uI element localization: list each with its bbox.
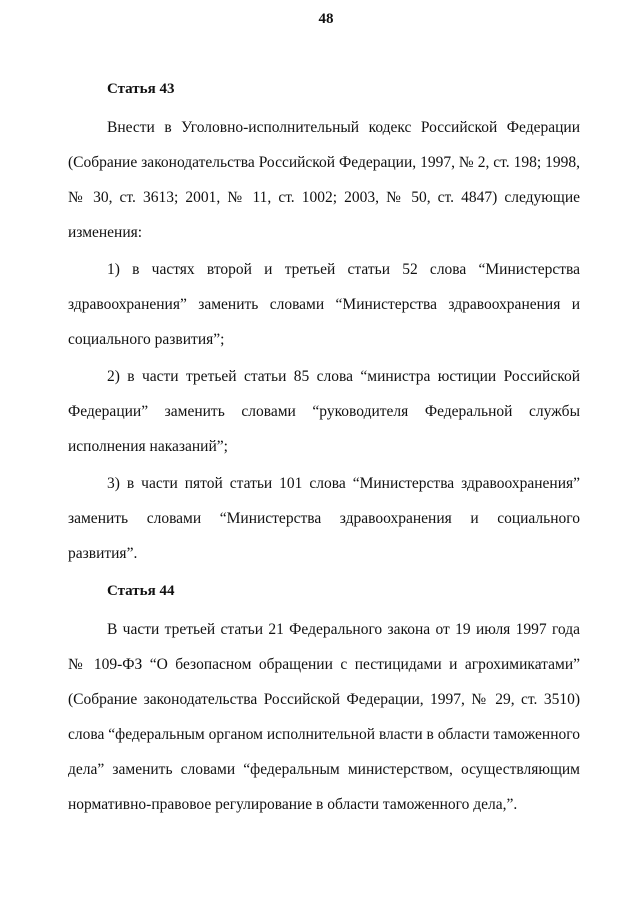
article-43-item-3-line-1: 3) в части пятой статьи 101 слова “Министерства здравоохранения” [107,475,580,492]
article-43-item-3-line-3: развития”. [68,545,138,562]
article-43-item-1-line-2: здравоохранения” заменить словами “Министерства здравоохранения и [68,296,580,313]
article-43-item-1-line-1: 1) в частях второй и третьей статьи 52 слова “Министерства [107,261,580,278]
article-44-line-5: дела” заменить словами “федеральным министерством, осуществляющим [68,761,580,778]
article-43-heading: Статья 43 [107,81,175,97]
article-44-line-1: В части третьей статьи 21 Федерального закона от 19 июля 1997 года [107,621,580,638]
article-44-line-4: слова “федеральным органом исполнительной власти в области таможенного [68,726,580,743]
article-43-intro-line-3: № 30, ст. 3613; 2001, № 11, ст. 1002; 2003, № 50, ст. 4847) следующие [68,189,580,206]
article-43-item-2-line-1: 2) в части третьей статьи 85 слова “министра юстиции Российской [107,368,580,385]
page-number: 48 [318,11,334,27]
article-43-intro-line-1: Внести в Уголовно-исполнительный кодекс Российской Федерации [107,119,580,136]
article-43-item-3-line-2: заменить словами “Министерства здравоохранения и социального [68,510,580,527]
article-44-line-6: нормативно-правовое регулирование в области таможенного дела,”. [68,796,518,813]
article-44-line-2: № 109-ФЗ “О безопасном обращении с пестицидами и агрохимикатами” [68,656,580,673]
article-43-intro-line-4: изменения: [68,224,143,241]
article-43-item-2-line-2: Федерации” заменить словами “руководителя Федеральной службы [68,403,580,420]
article-43-intro-line-2: (Собрание законодательства Российской Федерации, 1997, № 2, ст. 198; 1998, [68,154,580,171]
article-44-heading: Статья 44 [107,583,175,599]
article-44-line-3: (Собрание законодательства Российской Федерации, 1997, № 29, ст. 3510) [68,691,580,708]
article-43-item-1-line-3: социального развития”; [68,331,225,348]
article-43-item-2-line-3: исполнения наказаний”; [68,438,228,455]
